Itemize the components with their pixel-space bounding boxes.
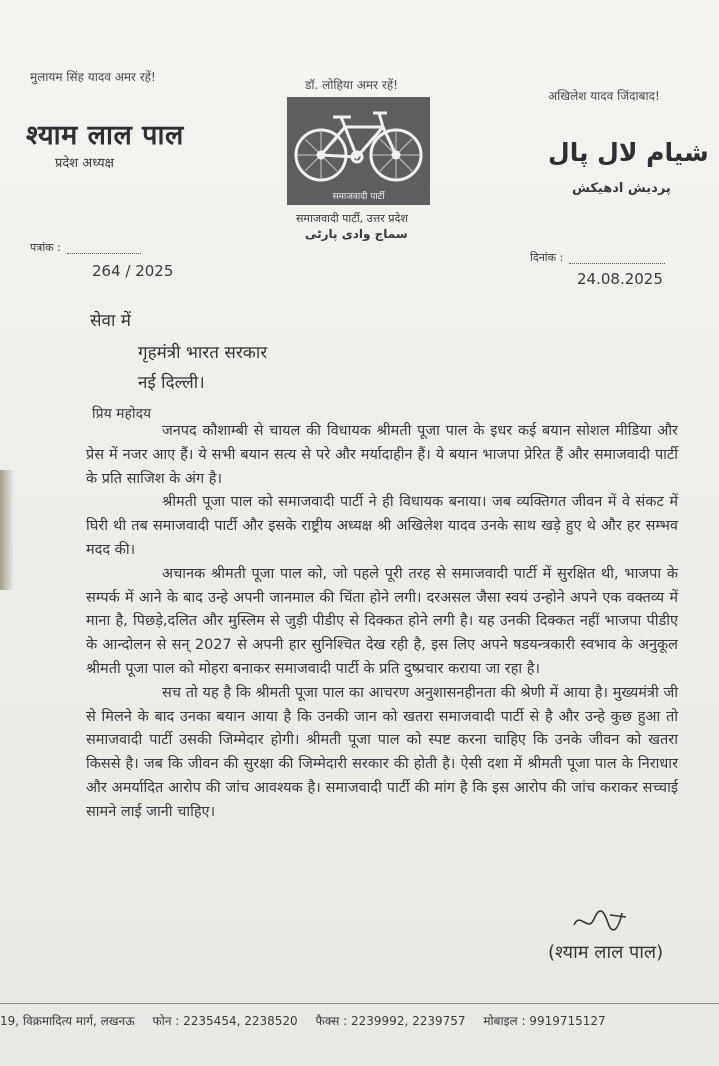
- footer-address: 19, विक्रमादित्य मार्ग, लखनऊ: [0, 1014, 135, 1028]
- date-value: 24.08.2025: [577, 270, 663, 288]
- signature-scribble: [570, 905, 630, 937]
- reference-label-row: [30, 240, 141, 255]
- sender-designation-urdu: پردیش ادھیکش: [572, 181, 671, 196]
- slogan-right: अखिलेश यादव जिंदाबाद!: [548, 89, 660, 103]
- page-shadow: [0, 470, 14, 590]
- reference-dots: [67, 243, 141, 254]
- date-label: दिनांक :: [530, 251, 564, 264]
- reference-number: 264 / 2025: [92, 262, 174, 280]
- date-label-row: [530, 250, 665, 265]
- party-name-urdu: سماج وادی پارٹی: [305, 227, 408, 241]
- slogan-left: मुलायम सिंह यादव अमर रहें!: [30, 70, 156, 84]
- footer-phone: फोन : 2235454, 2238520: [152, 1014, 298, 1028]
- footer-mobile: मोबाइल : 9919715127: [483, 1014, 606, 1028]
- address-line-1: सेवा में: [90, 311, 131, 331]
- address-line-3: नई दिल्ली।: [138, 373, 205, 393]
- sender-name-urdu: شیام لال پال: [548, 138, 709, 167]
- paragraph-4: सच तो यह है कि श्रीमती पूजा पाल का आचरण अनुशासनहीनता की श्रेणी में आया है। मुख्यमंत्री जी से मिलने के बाद उनका बयान आया है कि उनकी जान को खतरा समाजवादी पार्टी से है और उन्हे कुछ हुआ तो समाजवादी पार्टी उसकी जिम्मेदार होगी। श्रीमती पूजा पाल को स्पष्ट करना चाहिए कि उनके जीवन को खतरा किससे है। जब कि जीवन की सुरक्षा की जिम्मेदारी सरकार की होती है। ऐसी दशा में श्रीमती पूजा पाल के निराधार और अमर्यादित आरोप की जांच आवश्यक है। समाजवादी पार्टी की मांग है कि इस आरोप की जांच कराकर सच्चाई सामने लाई जानी चाहिए।: [86, 684, 678, 820]
- paragraph-3: अचानक श्रीमती पूजा पाल को, जो पहले पूरी तरह से समाजवादी पार्टी में सुरक्षित थी, भाजपा के सम्पर्क में आने के बाद उन्हे अपनी जानमाल की चिंता होने लगी। दरअसल जैसा स्वयं उन्होने अपने एक वक्तव्य में माना है, पिछड़े,दलित और मुस्लिम से जुड़ी पीडीए से दिक्कत होने लगी है। यह उनकी दिक्कत नहीं भाजपा पीडीए के आन्दोलन से सन् 2027 से अपनी हार सुनिश्चित देख रही है, इस लिए अपने षडयन्त्रकारी स्वभाव के अनुकूल श्रीमती पूजा पाल को मोहरा बनाकर समाजवादी पार्टी के प्रति दुष्प्रचार कराया जा रहा है।: [86, 565, 678, 677]
- logo-caption: समाजवादी पार्टी: [332, 192, 385, 202]
- slogan-center: डॉ. लोहिया अमर रहें!: [305, 78, 398, 92]
- reference-label: पत्रांक :: [30, 241, 61, 254]
- footer-fax: फैक्स : 2239992, 2239757: [315, 1014, 466, 1028]
- footer: [0, 1012, 719, 1029]
- paragraph-2: श्रीमती पूजा पाल को समाजवादी पार्टी ने ही विधायक बनाया। जब व्यक्तिगत जीवन में वे संकट में घिरी थी तब समाजवादी पार्टी और इसके राष्ट्रीय अध्यक्ष श्री अखिलेश यादव उनके साथ खड़े हुए थे और हर सम्भव मदद की।: [86, 494, 678, 558]
- address-line-2: गृहमंत्री भारत सरकार: [138, 343, 268, 363]
- sender-name-hindi: श्याम लाल पाल: [26, 120, 184, 151]
- salutation: प्रिय महोदय: [92, 406, 152, 422]
- date-dots: [569, 253, 665, 264]
- signatory-name: (श्याम लाल पाल): [548, 942, 664, 963]
- sender-designation-hindi: प्रदेश अध्यक्ष: [55, 156, 114, 171]
- footer-divider: [0, 1003, 719, 1004]
- paragraph-1: जनपद कौशाम्बी से चायल की विधायक श्रीमती पूजा पाल के इधर कई बयान सोशल मीडिया और प्रेस में नजर आए हैं। ये सभी बयान सत्य से परे और मर्यादाहीन हैं। ये बयान भाजपा प्रेरित हैं और समाजवादी पार्टी के प्रति साजिश के अंग है।: [86, 423, 678, 487]
- letter-body: [86, 420, 678, 825]
- party-name-hindi: समाजवादी पार्टी, उत्तर प्रदेश: [296, 212, 408, 225]
